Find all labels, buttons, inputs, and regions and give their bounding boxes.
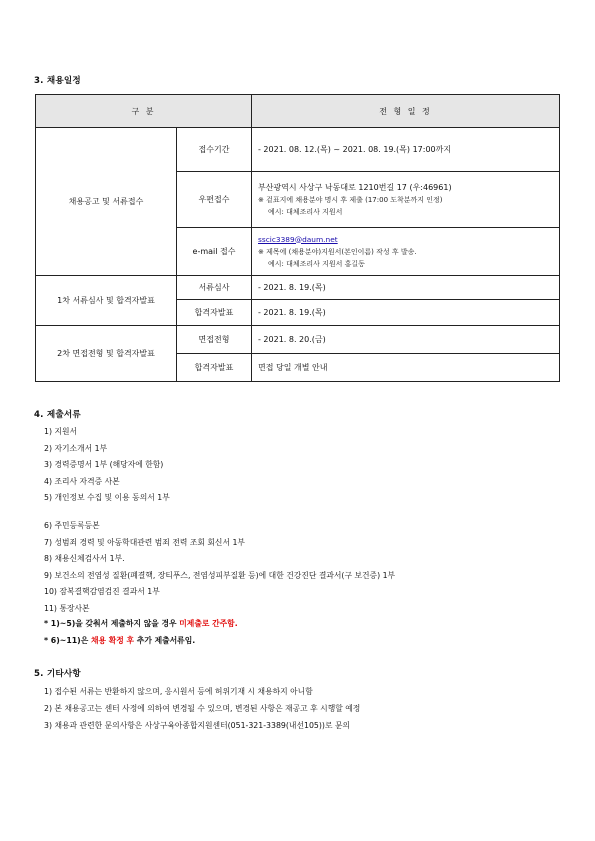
misc-list (44, 684, 360, 734)
warning-text: * 1)~5)을 갖춰서 제출하지 않을 경우 (44, 619, 180, 628)
row-label: e-mail 접수 (177, 228, 252, 276)
table-row (36, 128, 560, 172)
table-header-row (36, 95, 560, 128)
row-value: - 2021. 08. 12.(목) ~ 2021. 08. 19.(목) 17:00까지 (252, 128, 560, 172)
table-row (36, 276, 560, 300)
row-value: - 2021. 8. 19.(목) (252, 276, 560, 300)
documents-list-additional (44, 518, 395, 618)
postal-example: 예시: 대체조리사 지원서 (268, 207, 343, 216)
list-item: 8) 채용신체검사서 1부. (44, 554, 125, 564)
warning-text: 추가 제출서류임. (134, 636, 196, 645)
row-value (252, 228, 560, 276)
row-value (252, 172, 560, 228)
warning-text: * 6)~11)은 (44, 636, 91, 645)
row-label: 접수기간 (177, 128, 252, 172)
row-label: 서류심사 (177, 276, 252, 300)
list-item: 1) 접수된 서류는 반환하지 않으며, 응시원서 등에 허위기재 시 채용하지 아니함 (44, 687, 313, 696)
postal-note: ※ 겉표지에 채용분야 명시 후 제출 (17:00 도착분까지 인정) (258, 195, 443, 204)
warning-note-2 (44, 635, 195, 646)
group-label-document-review: 1차 서류심사 및 합격자발표 (36, 276, 177, 326)
row-label: 면접전형 (177, 326, 252, 354)
row-label: 우편접수 (177, 172, 252, 228)
list-item: 6) 주민등록등본 (44, 521, 100, 530)
row-value: 면접 당일 개별 안내 (252, 354, 560, 382)
section-4-title: 4. 제출서류 (34, 410, 81, 420)
documents-list-required (44, 424, 170, 507)
row-label: 합격자발표 (177, 300, 252, 326)
list-item: 10) 잠복결핵감염검진 결과서 1부 (44, 587, 160, 597)
warning-highlight: 미제출로 간주함. (179, 619, 238, 628)
list-item: 2) 자기소개서 1부 (44, 443, 108, 453)
section-3-title: 3. 채용일정 (34, 76, 81, 86)
schedule-table (35, 94, 560, 382)
list-item: 1) 지원서 (44, 427, 78, 436)
list-item: 3) 경력증명서 1부 (해당자에 한함) (44, 460, 164, 470)
header-schedule: 전 형 일 정 (252, 95, 560, 128)
list-item: 3) 채용과 관련한 문의사항은 사상구육아종합지원센터(051-321-3389(내선105))로 문의 (44, 720, 351, 730)
row-value: - 2021. 8. 20.(금) (252, 326, 560, 354)
group-label-application: 채용공고 및 서류접수 (36, 128, 177, 276)
row-label: 합격자발표 (177, 354, 252, 382)
group-label-interview: 2차 면접전형 및 합격자발표 (36, 326, 177, 382)
header-category: 구 분 (36, 95, 252, 128)
list-item: 7) 성범죄 경력 및 아동학대관련 범죄 전력 조회 회신서 1부 (44, 537, 245, 547)
table-row (36, 326, 560, 354)
list-item: 9) 보건소의 전염성 질환(폐결핵, 장티푸스, 전염성피부질환 등)에 대한 건강진단 결과서(구 보건증) 1부 (44, 570, 396, 580)
email-note: ※ 제목에 (채용분야)지원서(본인이름) 작성 후 발송. (258, 247, 417, 256)
email-link[interactable]: sscic3389@daum.net (258, 234, 338, 244)
postal-address: 부산광역시 사상구 낙동대로 1210번길 17 (우:46961) (258, 182, 452, 192)
section-5-title: 5. 기타사항 (34, 669, 81, 679)
row-value: - 2021. 8. 19.(목) (252, 300, 560, 326)
warning-note-1 (44, 618, 238, 629)
list-item: 5) 개인정보 수집 및 이용 동의서 1부 (44, 493, 170, 503)
email-example: 예시: 대체조리사 지원서 홍길동 (268, 259, 365, 268)
warning-highlight: 채용 확정 후 (90, 636, 135, 645)
list-item: 2) 본 채용공고는 센터 사정에 의하여 변경될 수 있으며, 변경된 사항은 재공고 후 시행할 예정 (44, 703, 361, 713)
list-item: 4) 조리사 자격증 사본 (44, 476, 120, 486)
list-item: 11) 통장사본 (44, 603, 90, 613)
